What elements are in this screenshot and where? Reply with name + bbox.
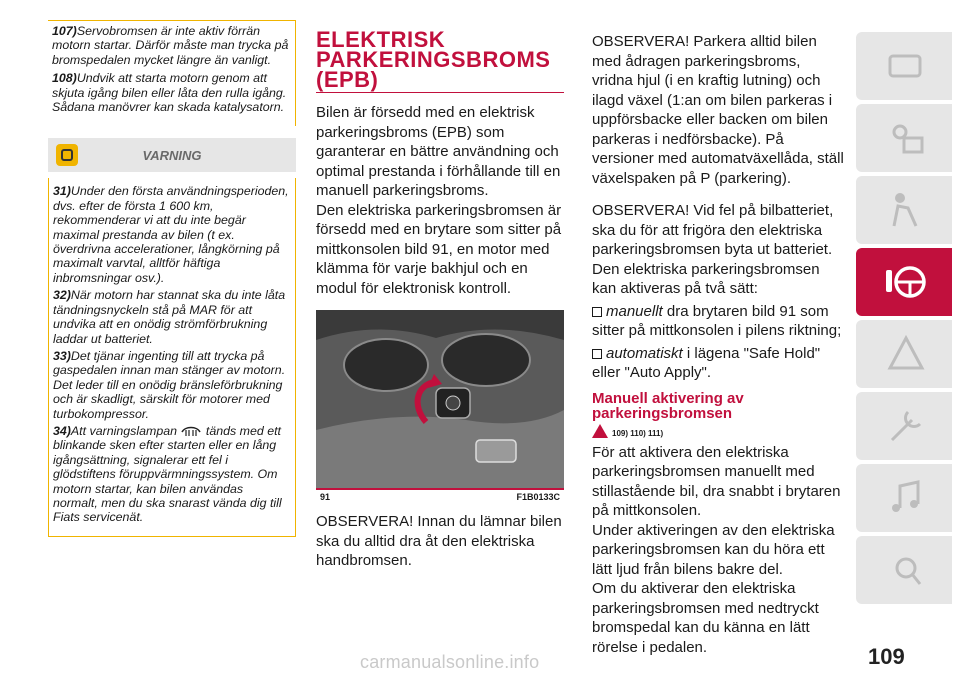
chapter-tabs [856,32,952,608]
page-number: 109 [868,644,905,669]
figure-91-image [316,310,564,488]
warning-32: 32)När motorn har stannat ska du inte låta tändningsnyckeln stå på MAR för att undvika att en onödig strömförbrukning laddar ut batteriet. [53,288,286,346]
warning-34: 34)Att varningslampan tänds med ett blinkande sken efter starten eller en lång igångsättning, signalerar ett fel i glödstiftens föruppvärmningssystem. Om motorn startar, kan bilen användas normalt, men du ska snarast vända dig till Fiats servicenät. [53,423,282,525]
maintenance-icon [886,406,926,446]
watermark: carmanualsonline.info [360,652,540,672]
warning-title: VARNING [142,148,202,164]
tab-warning-lights[interactable] [856,104,952,172]
figure-code: F1B0133C [516,492,560,502]
reference-line: 109) 110) 111) [592,423,844,441]
tab-multimedia[interactable] [856,464,952,532]
bullet-automatic: automatiskt i lägena "Safe Hold" eller "Auto Apply". [592,344,821,381]
activation-sound-text: Under aktiveringen av den elektriska parkeringsbromsen kan du höra ett lätt ljud från bilens bakre del. [592,521,835,578]
note-107: 107)Servobromsen är inte aktiv förrän motorn startar. Därför måste man trycka på bromspedalen mycket längre än vanligt. [52,24,289,67]
handbrake-note: OBSERVERA! Innan du lämnar bilen ska du alltid dra åt den elektriska handbromsen. [316,513,562,569]
bullet-manual: manuellt dra brytaren bild 91 som sitter på mittkonsolen i pilens riktning; [592,302,842,339]
multimedia-icon [886,478,926,518]
figure-number: 91 [320,492,331,502]
safety-icon [886,190,926,230]
caution-notes [48,20,296,126]
left-column [48,20,296,537]
tab-car-info[interactable] [856,32,952,100]
warning-triangle-icon [592,424,608,438]
parking-note: OBSERVERA! Parkera alltid bilen med ådragen parkeringsbroms, vridna hjul (i en kraftig lutning) och ilagd växel (1:an om bilen parkeras i uppförsbacke eller backen om bilen parkeras i nedförsbacke). På versioner med automatväxellåda, ställ växelspaken på P (parkering). [592,33,844,187]
checkbox-bullet-icon [592,349,602,359]
figure-caption [316,488,564,502]
intro-paragraph: Bilen är försedd med en elektrisk parkeringsbroms (EPB) som garanterar en bättre användning och optimal prestanda i förhållande till en manuell parkeringsbroms. [316,104,561,199]
note-108: 108)Undvik att starta motorn genom att skjuta igång bilen eller låta den rulla igång. Sådana manövrer kan skada katalysatorn. [52,71,287,115]
pedal-movement-text: Om du aktiverar den elektriska parkeringsbromsen med nedtryckt bromspedal kan du känna en lätt rörelse i pedalen. [592,580,819,656]
right-column [592,32,844,657]
car-info-icon [886,46,926,86]
glow-plug-lamp-icon [180,426,202,438]
checkbox-bullet-icon [592,307,602,317]
tab-maintenance[interactable] [856,392,952,460]
battery-note: OBSERVERA! Vid fel på bilbatteriet, ska du för att frigöra den elektriska parkeringsbromsen byta ut batteriet. Den elektriska parkeringsbromsen kan aktiveras på två sätt: [592,202,834,297]
intro-paragraph-2: Den elektriska parkeringsbromsen är försedd med en brytare som sitter på mittkonsolen bild 91, en motor med klämma för varje bakhjul och en modul för elektronisk kontroll. [316,201,562,297]
warning-31: 31)Under den första användningsperioden, dvs. efter de första 1 600 km, rekommenderar vi att du inte begär maximal prestanda av bilen (t ex. överdrivna accelerationer, långkörning på maximalt varvtal, alltför häftiga inbromsningar osv.). [53,184,289,285]
warning-lights-icon [886,118,926,158]
warning-body [48,178,296,536]
warning-header [48,138,296,172]
section-heading: ELEKTRISK PARKERINGSBROMS (EPB) [316,30,564,93]
tab-safety[interactable] [856,176,952,244]
middle-column [316,27,564,571]
steering-wheel-icon [886,262,926,302]
warning-33: 33)Det tjänar ingenting till att trycka på gaspedalen innan man stänger av motorn. Det leder till en onödig bränsleförbrukning och är skadligt, särskilt för motorer med turbokompressor. [53,348,286,421]
tab-starting-driving[interactable] [856,248,952,316]
manual-activation-text: För att aktivera den elektriska parkeringsbromsen manuellt med stillastående bil, dra snabbt i brytaren på mittkonsolen. [592,443,841,519]
tab-index[interactable] [856,536,952,604]
tab-emergency[interactable] [856,320,952,388]
center-console-illustration [316,310,564,488]
emergency-icon [886,334,926,374]
subsection-heading: Manuell aktivering av parkeringsbromsen [592,389,744,422]
index-icon [886,550,926,590]
